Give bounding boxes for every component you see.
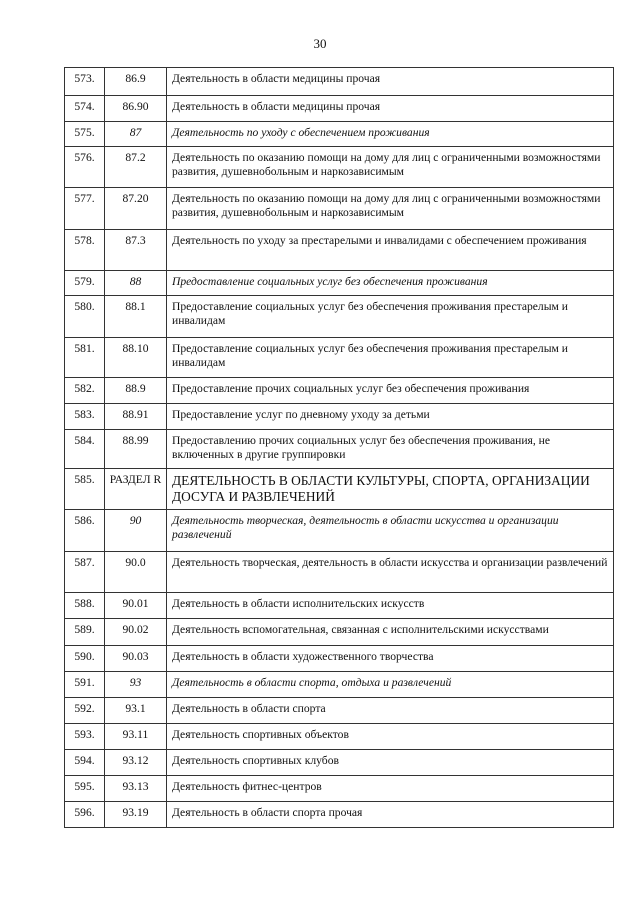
row-number: 577. [65, 188, 105, 230]
table-row [65, 271, 614, 296]
row-number: 589. [65, 619, 105, 646]
row-title: Деятельность по оказанию помощи на дому для лиц с ограниченными возможностями развития, душевнобольным и наркозависимым [167, 188, 614, 230]
table-row [65, 510, 614, 552]
row-title: Предоставление социальных услуг без обеспечения проживания престарелым и инвалидам [167, 296, 614, 338]
table-row [65, 296, 614, 338]
row-code: 93 [105, 672, 167, 698]
row-number: 584. [65, 430, 105, 469]
table-row [65, 776, 614, 802]
row-title: Деятельность фитнес-центров [167, 776, 614, 802]
row-title: Деятельность вспомогательная, связанная с исполнительскими искусствами [167, 619, 614, 646]
row-title: Деятельность спортивных клубов [167, 750, 614, 776]
row-code: 88.99 [105, 430, 167, 469]
row-code: 88.1 [105, 296, 167, 338]
table-row [65, 724, 614, 750]
table-row [65, 593, 614, 619]
row-number: 578. [65, 230, 105, 271]
row-title: Деятельность в области исполнительских искусств [167, 593, 614, 619]
row-number: 573. [65, 68, 105, 96]
row-code: 93.1 [105, 698, 167, 724]
row-code: 90.03 [105, 646, 167, 672]
row-title: ДЕЯТЕЛЬНОСТЬ В ОБЛАСТИ КУЛЬТУРЫ, СПОРТА, ОРГАНИЗАЦИИ ДОСУГА И РАЗВЛЕЧЕНИЙ [167, 469, 614, 510]
row-code: 93.12 [105, 750, 167, 776]
table-row [65, 96, 614, 122]
table-row [65, 672, 614, 698]
row-title: Предоставление социальных услуг без обеспечения проживания престарелым и инвалидам [167, 338, 614, 378]
row-number: 574. [65, 96, 105, 122]
row-number: 594. [65, 750, 105, 776]
row-title: Деятельность спортивных объектов [167, 724, 614, 750]
row-title: Деятельность в области медицины прочая [167, 68, 614, 96]
row-title: Предоставление услуг по дневному уходу за детьми [167, 404, 614, 430]
row-code: 87 [105, 122, 167, 147]
row-title: Деятельность в области спорта [167, 698, 614, 724]
row-code: РАЗДЕЛ R [105, 469, 167, 510]
table-row [65, 646, 614, 672]
table-row [65, 122, 614, 147]
row-code: 93.11 [105, 724, 167, 750]
table-row [65, 430, 614, 469]
row-number: 592. [65, 698, 105, 724]
row-number: 596. [65, 802, 105, 828]
row-number: 593. [65, 724, 105, 750]
row-title: Деятельность творческая, деятельность в области искусства и организации развлечений [167, 552, 614, 593]
row-code: 87.20 [105, 188, 167, 230]
row-code: 88.10 [105, 338, 167, 378]
row-code: 90.0 [105, 552, 167, 593]
row-title: Деятельность в области спорта прочая [167, 802, 614, 828]
table-row [65, 230, 614, 271]
table-row [65, 802, 614, 828]
row-title: Деятельность творческая, деятельность в области искусства и организации развлечений [167, 510, 614, 552]
row-number: 580. [65, 296, 105, 338]
row-number: 587. [65, 552, 105, 593]
row-title: Деятельность в области художественного творчества [167, 646, 614, 672]
row-number: 590. [65, 646, 105, 672]
row-number: 581. [65, 338, 105, 378]
row-code: 93.19 [105, 802, 167, 828]
row-code: 88.9 [105, 378, 167, 404]
row-title: Деятельность по уходу за престарелыми и инвалидами с обеспечением проживания [167, 230, 614, 271]
row-number: 575. [65, 122, 105, 147]
table-row [65, 698, 614, 724]
row-number: 588. [65, 593, 105, 619]
row-code: 88.91 [105, 404, 167, 430]
table-row [65, 750, 614, 776]
table-row [65, 147, 614, 188]
row-title: Предоставление прочих социальных услуг без обеспечения проживания [167, 378, 614, 404]
row-number: 579. [65, 271, 105, 296]
table-row [65, 404, 614, 430]
row-number: 586. [65, 510, 105, 552]
row-number: 591. [65, 672, 105, 698]
table-row [65, 188, 614, 230]
row-code: 87.3 [105, 230, 167, 271]
row-title: Предоставление социальных услуг без обеспечения проживания [167, 271, 614, 296]
row-code: 87.2 [105, 147, 167, 188]
row-title: Деятельность по оказанию помощи на дому для лиц с ограниченными возможностями развития, душевнобольным и наркозависимым [167, 147, 614, 188]
row-number: 583. [65, 404, 105, 430]
row-code: 90.01 [105, 593, 167, 619]
row-number: 582. [65, 378, 105, 404]
row-number: 595. [65, 776, 105, 802]
table-row [65, 338, 614, 378]
table-row-section [65, 469, 614, 510]
page-number: 30 [313, 36, 327, 51]
table-row [65, 619, 614, 646]
row-code: 90.02 [105, 619, 167, 646]
row-code: 88 [105, 271, 167, 296]
table-row [65, 68, 614, 96]
row-title: Деятельность в области спорта, отдыха и развлечений [167, 672, 614, 698]
row-number: 576. [65, 147, 105, 188]
table-row [65, 378, 614, 404]
row-code: 86.90 [105, 96, 167, 122]
row-title: Деятельность по уходу с обеспечением проживания [167, 122, 614, 147]
table-row [65, 552, 614, 593]
row-code: 86.9 [105, 68, 167, 96]
row-title: Деятельность в области медицины прочая [167, 96, 614, 122]
row-number: 585. [65, 469, 105, 510]
row-code: 93.13 [105, 776, 167, 802]
okved-table [64, 67, 614, 828]
row-code: 90 [105, 510, 167, 552]
row-title: Предоставлению прочих социальных услуг без обеспечения проживания, не включенных в другие группировки [167, 430, 614, 469]
